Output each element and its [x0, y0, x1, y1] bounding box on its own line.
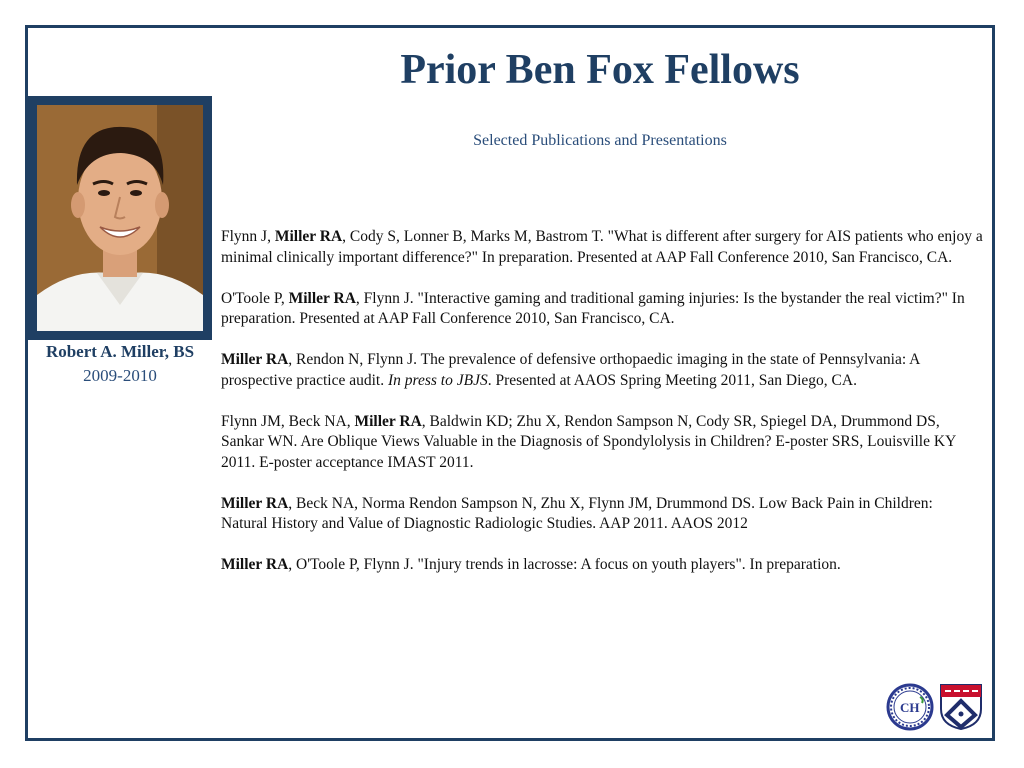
pub-text: , Baldwin KD; Zhu X, Rendon Sampson N, Cody SR, Spiegel DA, Drummond DS, Sankar WN. Are Oblique Views Valuable in the Diagnosis of Spondylolysis in Children? E-poster SRS, Louisville KY 2011. E-poster acceptance IMAST 2011. [221, 412, 956, 471]
pub-journal-status: In press to JBJS [387, 371, 488, 389]
pub-highlight-author: Miller RA [354, 412, 422, 430]
pub-highlight-author: Miller RA [288, 289, 356, 307]
pub-highlight-author: Miller RA [274, 228, 343, 245]
chop-seal-icon [886, 683, 934, 731]
pub-authors-pre: O'Toole P, [221, 289, 289, 307]
pub-text: , Rendon N, Flynn J. The prevalence of defensive orthopaedic imaging in the state of Pennsylvania: A prospective practice audit. [221, 351, 920, 389]
publication-item [221, 494, 983, 535]
publication-item [221, 412, 983, 474]
fellow-photo [37, 105, 203, 331]
pub-authors-pre: Flynn J, [221, 228, 275, 245]
page-subtitle: Selected Publications and Presentations [473, 132, 727, 149]
publication-item [221, 227, 983, 268]
pub-highlight-author: Miller RA [221, 494, 289, 512]
fellow-name: Robert A. Miller, BS [45, 342, 195, 361]
chop-logo [886, 683, 934, 731]
pub-text-tail: . Presented at AAOS Spring Meeting 2011, San Diego, CA. [487, 371, 857, 389]
page-title: Prior Ben Fox Fellows [400, 47, 800, 93]
publication-item [221, 350, 983, 391]
pub-highlight-author: Miller RA [221, 351, 289, 368]
pub-text: , Beck NA, Norma Rendon Sampson N, Zhu X, Flynn JM, Drummond DS. Low Back Pain in Children: Natural History and Value of Diagnostic Radiologic Studies. AAP 2011. AAOS 2012 [221, 494, 933, 532]
publication-list [221, 227, 983, 596]
fellow-photo-frame [28, 96, 212, 340]
pub-text: , Cody S, Lonner B, Marks M, Bastrom T. "What is different after surgery for AIS patients who enjoy a minimal clinically important difference?" In preparation. Presented at AAP Fall Conference 2010, San Francisco, CA. [221, 228, 983, 266]
penn-shield-icon [939, 683, 983, 731]
publication-item [221, 555, 983, 576]
publication-item [221, 289, 983, 330]
pub-text: , Flynn J. "Interactive gaming and traditional gaming injuries: Is the bystander the real victim?" In preparation. Presented at AAP Fall Conference 2010, San Francisco, CA. [221, 289, 965, 327]
fellow-years: 2009-2010 [83, 366, 157, 385]
pub-text: , O'Toole P, Flynn J. "Injury trends in lacrosse: A focus on youth players". In preparation. [288, 556, 841, 573]
penn-shield-logo [939, 683, 983, 731]
portrait-icon [37, 105, 203, 331]
pub-highlight-author: Miller RA [221, 556, 289, 573]
pub-authors-pre: Flynn JM, Beck NA, [221, 412, 355, 430]
svg-text:CH: CH [900, 700, 920, 715]
